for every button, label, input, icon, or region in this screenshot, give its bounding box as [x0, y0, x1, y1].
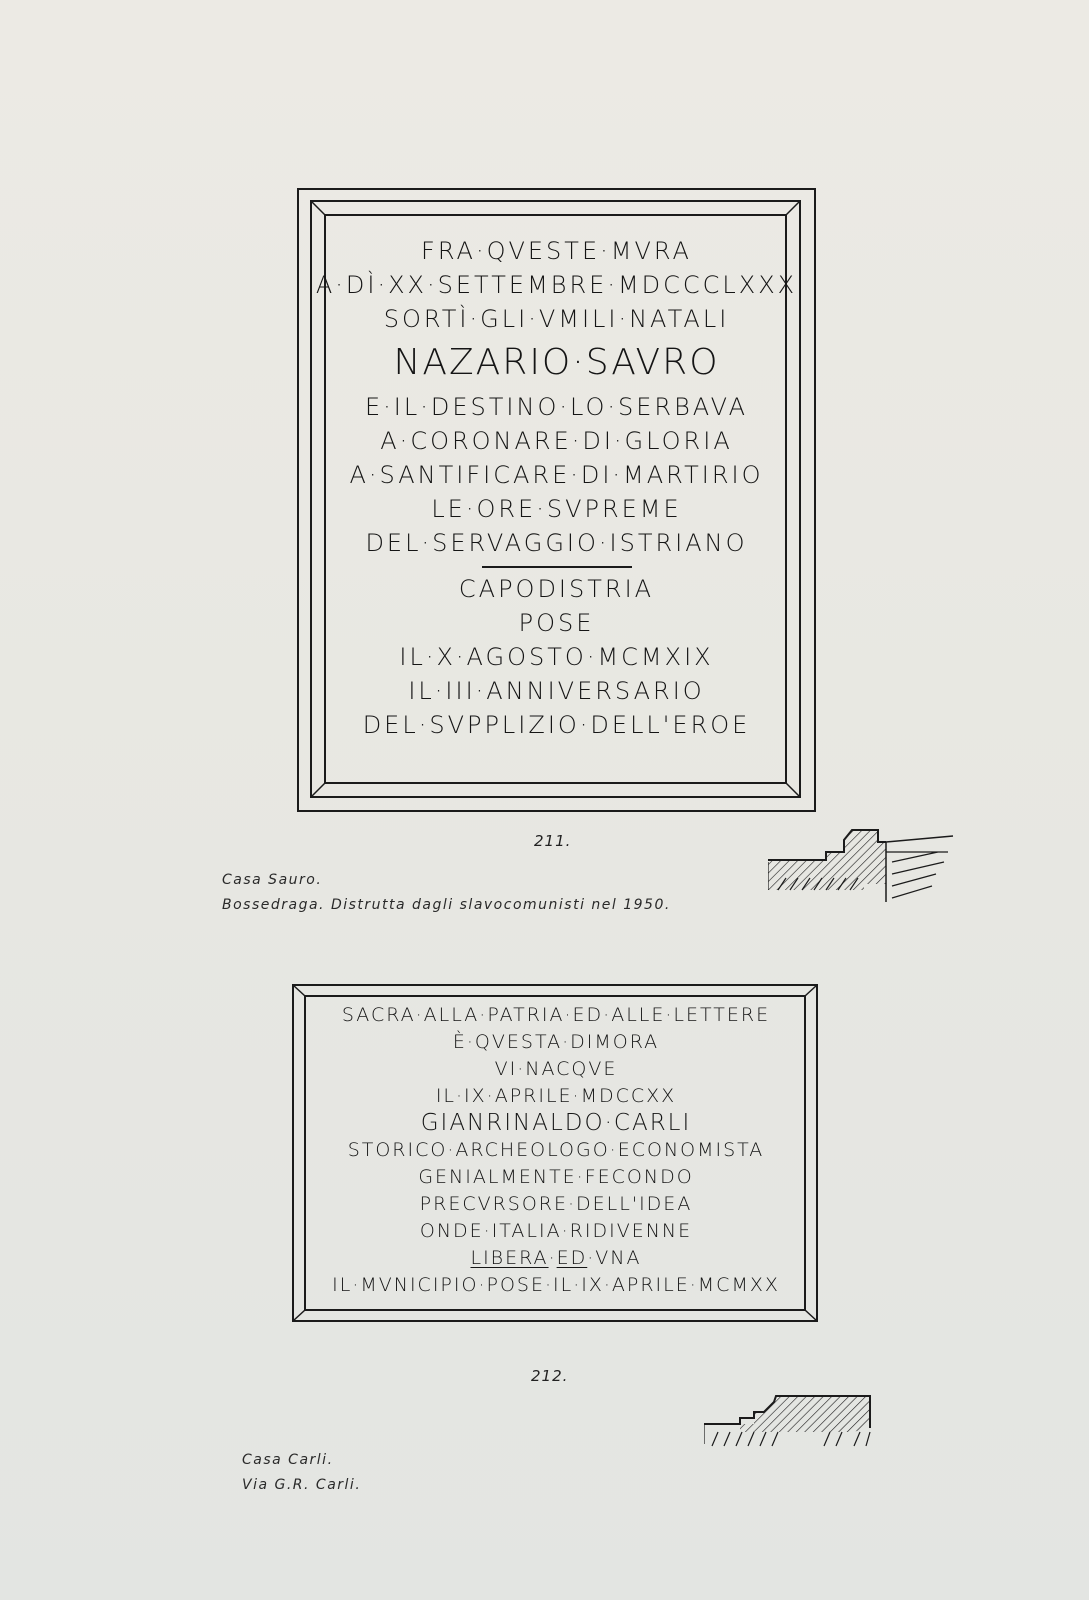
plate-number-212: 212. [531, 1367, 569, 1385]
inscription-libera-line [292, 1245, 820, 1272]
caption-location: Bossedraga. Distrutta dagli slavocomunisti nel 1950. [222, 897, 671, 913]
inscription-line: IL·III·ANNIVERSARIO [408, 677, 705, 705]
inscription-line: IL·X·AGOSTO·MCMXIX [399, 643, 714, 671]
una-word: ·VNA [587, 1247, 642, 1269]
caption-location: Via G.R. Carli. [242, 1477, 362, 1493]
inscription-line: VI·NACQVE [494, 1058, 618, 1080]
caption-212 [242, 1448, 361, 1498]
inscription-line: A·SANTIFICARE·DI·MARTIRIO [349, 461, 764, 489]
plate-number-211: 211. [534, 832, 572, 850]
inscription-line: SACRA·ALLA·PATRIA·ED·ALLE·LETTERE [341, 1004, 771, 1026]
inscription-line: FRA·QVESTE·MVRA [421, 237, 692, 265]
moulding-profile-211-icon [768, 822, 978, 912]
plaque-212-inscription [292, 1002, 820, 1299]
inscription-line: CAPODISTRIA [458, 575, 655, 603]
moulding-profile-212-icon [704, 1388, 904, 1454]
inscription-line: POSE [518, 609, 595, 637]
caption-title: Casa Sauro. [222, 872, 323, 888]
inscription-line: ONDE·ITALIA·RIDIVENNE [419, 1220, 693, 1242]
inscription-line: E·IL·DESTINO·LO·SERBAVA [365, 393, 748, 421]
inscription-line: PRECVRSORE·DELL'IDEA [419, 1193, 693, 1215]
plaque-212 [292, 984, 820, 1324]
inscription-line: GENIALMENTE·FECONDO [418, 1166, 694, 1188]
inscription-line: È·QVESTA·DIMORA [452, 1031, 660, 1053]
plaque-211 [297, 188, 816, 812]
plaque-211-inscription [297, 234, 816, 742]
inscription-line: SORTÌ·GLI·VMILI·NATALI [383, 305, 730, 333]
libera-word: LIBERA [470, 1247, 549, 1269]
libera-dot: · [548, 1247, 557, 1269]
inscription-name: GIANRINALDO·CARLI [420, 1110, 692, 1136]
inscription-line: IL·MVNICIPIO·POSE·IL·IX·APRILE·MCMXX [332, 1274, 780, 1296]
ed-word: ED [556, 1247, 588, 1269]
inscription-line: IL·IX·APRILE·MDCCXX [435, 1085, 677, 1107]
inscription-line: LE·ORE·SVPREME [431, 495, 682, 523]
caption-title: Casa Carli. [242, 1452, 334, 1468]
inscription-line: A·DÌ·XX·SETTEMBRE·MDCCCLXXX [315, 271, 798, 299]
inscription-line: A·CORONARE·DI·GLORIA [380, 427, 733, 455]
caption-211 [222, 868, 671, 918]
inscription-line: DEL·SVPPLIZIO·DELL'EROE [362, 711, 751, 739]
inscription-name: NAZARIO·SAVRO [393, 342, 720, 383]
inscription-line: DEL·SERVAGGIO·ISTRIANO [365, 529, 748, 557]
inscription-separator [482, 566, 632, 568]
inscription-line: STORICO·ARCHEOLOGO·ECONOMISTA [347, 1139, 765, 1161]
